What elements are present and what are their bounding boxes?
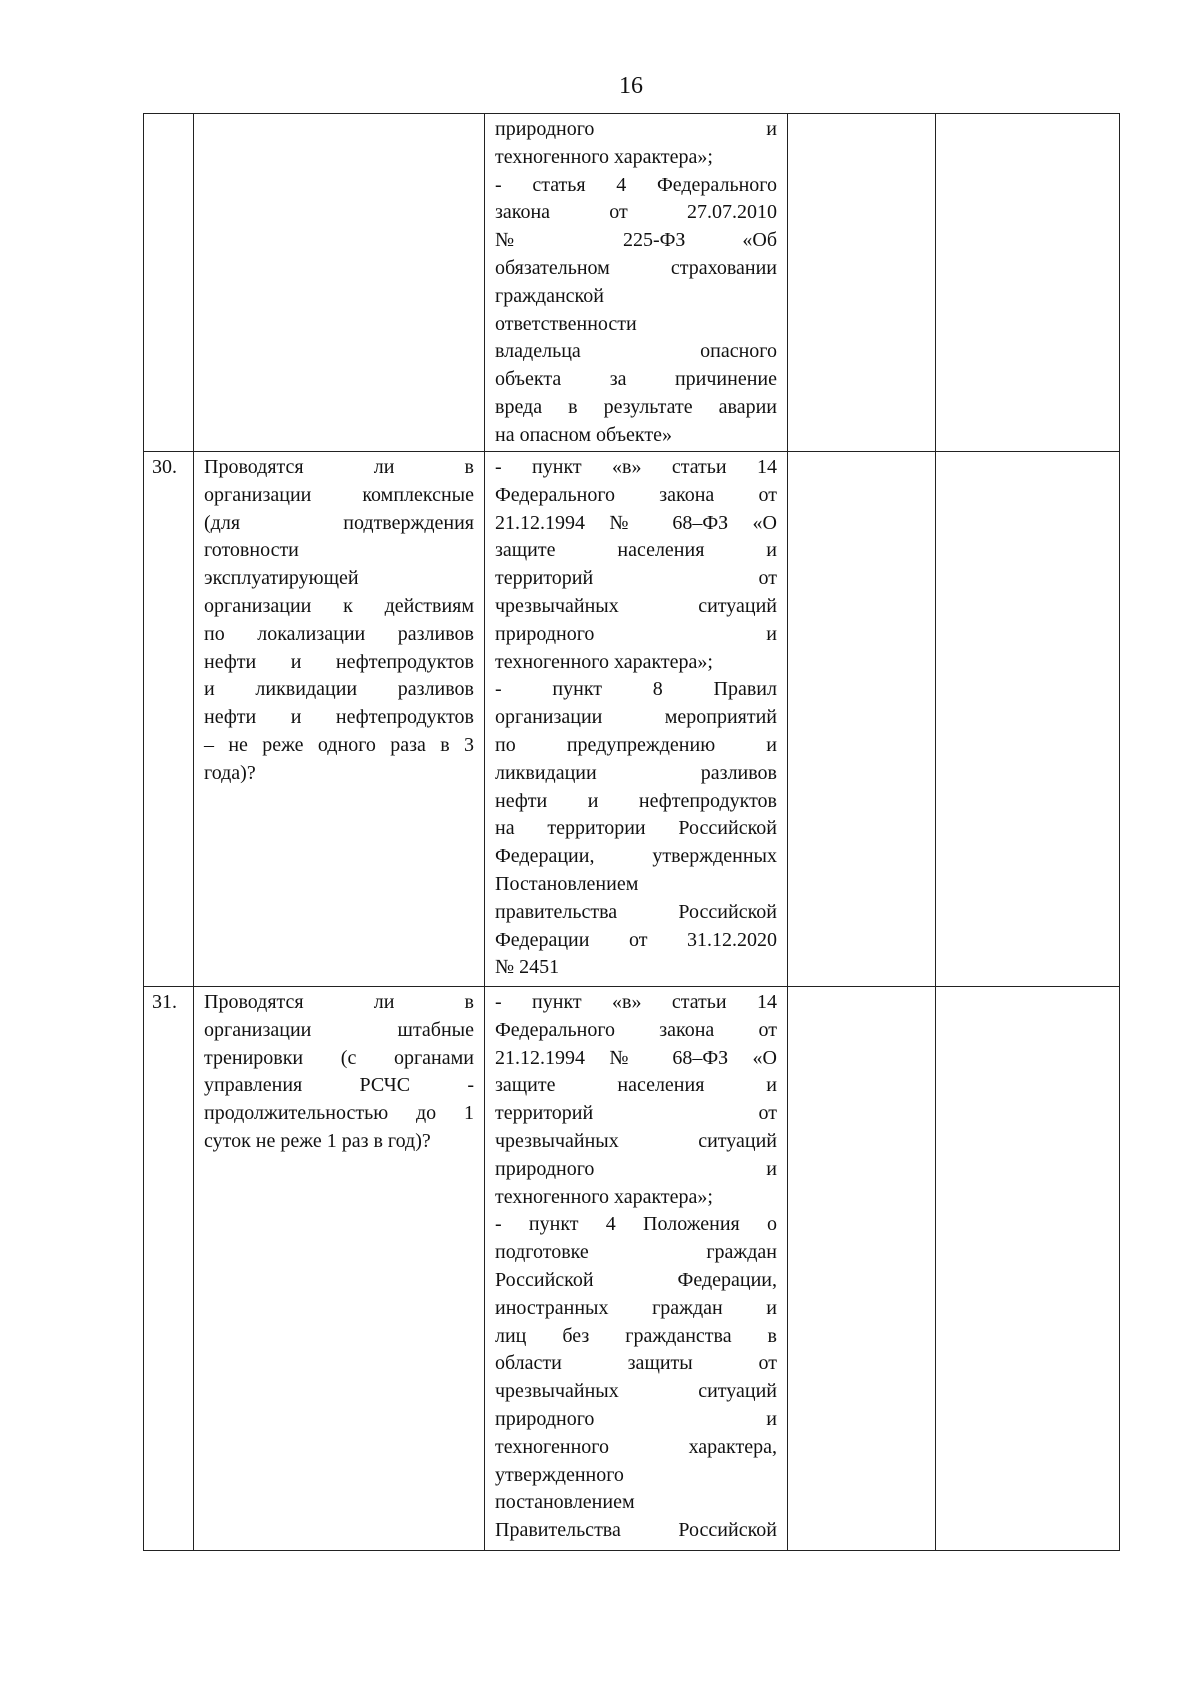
question-line: нефти и нефтепродуктов xyxy=(204,650,474,673)
answer-cell[interactable] xyxy=(788,987,936,1551)
table-row xyxy=(144,114,1120,452)
checklist-table xyxy=(143,113,1120,1551)
question-line: организации комплексные xyxy=(204,483,474,506)
legal-basis-line: по предупреждению и xyxy=(495,733,777,756)
note-cell[interactable] xyxy=(936,114,1120,452)
legal-basis-line: защите населения и xyxy=(495,1074,777,1097)
legal-basis-line: владельца опасного xyxy=(495,340,777,363)
question-line: продолжительностью до 1 xyxy=(204,1102,474,1125)
legal-basis-cell xyxy=(485,987,788,1551)
legal-basis-line: территорий от xyxy=(495,567,777,590)
legal-basis-line: - пункт «в» статьи 14 xyxy=(495,456,777,478)
table-row xyxy=(144,452,1120,987)
question-line: эксплуатирующей xyxy=(204,567,359,590)
question-line: – не реже одного раза в 3 xyxy=(204,733,474,756)
legal-basis-line: - пункт 8 Правил xyxy=(495,678,777,701)
legal-basis-line: области защиты от xyxy=(495,1352,777,1375)
legal-basis-line: утвержденного xyxy=(495,1463,624,1486)
legal-basis-line: объекта за причинение xyxy=(495,368,777,391)
legal-basis-line: правительства Российской xyxy=(495,900,777,923)
legal-basis-line: лиц без гражданства в xyxy=(495,1324,777,1347)
legal-basis-line: вреда в результате аварии xyxy=(495,395,777,418)
question-cell xyxy=(194,452,485,987)
legal-basis-line: Федерального закона от xyxy=(495,1018,777,1041)
legal-basis-line: на опасном объекте» xyxy=(495,423,672,446)
legal-basis-line: Федерации от 31.12.2020 xyxy=(495,928,777,951)
question-cell xyxy=(194,987,485,1551)
answer-cell[interactable] xyxy=(788,114,936,452)
legal-basis-line: техногенного характера»; xyxy=(495,1185,713,1208)
legal-basis-line: чрезвычайных ситуаций xyxy=(495,1380,777,1403)
question-line: (для подтверждения xyxy=(204,511,474,534)
legal-basis-line: обязательном страховании xyxy=(495,256,777,279)
legal-basis-line: № 225-ФЗ «Об xyxy=(495,229,777,252)
question-line: года)? xyxy=(204,761,256,784)
legal-basis-line: Федерального закона от xyxy=(495,483,777,506)
page-number: 16 xyxy=(619,73,643,99)
question-cell xyxy=(194,114,485,452)
legal-basis-line: Российской Федерации, xyxy=(495,1268,777,1291)
legal-basis-line: природного и xyxy=(495,1407,777,1430)
question-line: по локализации разливов xyxy=(204,622,474,645)
legal-basis-line: № 2451 xyxy=(495,956,560,979)
legal-basis-line: техногенного характера, xyxy=(495,1435,777,1458)
table-row xyxy=(144,987,1120,1551)
question-line: Проводятся ли в xyxy=(204,456,474,478)
legal-basis-line: ответственности xyxy=(495,312,637,335)
legal-basis-line: природного и xyxy=(495,118,777,140)
legal-basis-line: - статья 4 Федерального xyxy=(495,173,777,196)
legal-basis-line: подготовке граждан xyxy=(495,1241,777,1264)
item-number: 31. xyxy=(144,987,194,1551)
note-cell[interactable] xyxy=(936,452,1120,987)
legal-basis-cell xyxy=(485,452,788,987)
legal-basis-line: чрезвычайных ситуаций xyxy=(495,594,777,617)
legal-basis-line: защите населения и xyxy=(495,539,777,562)
legal-basis-line: 21.12.1994 № 68–ФЗ «О xyxy=(495,1046,777,1069)
note-cell[interactable] xyxy=(936,987,1120,1551)
question-line: Проводятся ли в xyxy=(204,991,474,1013)
question-line: организации к действиям xyxy=(204,594,474,617)
legal-basis-line: - пункт 4 Положения о xyxy=(495,1213,777,1236)
legal-basis-cell xyxy=(485,114,788,452)
legal-basis-line: природного и xyxy=(495,1157,777,1180)
legal-basis-line: закона от 27.07.2010 xyxy=(495,201,777,224)
legal-basis-line: - пункт «в» статьи 14 xyxy=(495,991,777,1013)
legal-basis-line: гражданской xyxy=(495,284,604,307)
legal-basis-line: ликвидации разливов xyxy=(495,761,777,784)
question-line: управления РСЧС - xyxy=(204,1074,474,1097)
legal-basis-line: природного и xyxy=(495,622,777,645)
legal-basis-line: нефти и нефтепродуктов xyxy=(495,789,777,812)
legal-basis-line: Постановлением xyxy=(495,872,639,895)
legal-basis-line: иностранных граждан и xyxy=(495,1296,777,1319)
answer-cell[interactable] xyxy=(788,452,936,987)
legal-basis-line: Правительства Российской xyxy=(495,1519,777,1542)
legal-basis-line: на территории Российской xyxy=(495,817,777,840)
question-line: тренировки (с органами xyxy=(204,1046,474,1069)
question-line: и ликвидации разливов xyxy=(204,678,474,701)
legal-basis-line: техногенного характера»; xyxy=(495,145,713,168)
legal-basis-line: техногенного характера»; xyxy=(495,650,713,673)
item-number xyxy=(144,114,194,452)
legal-basis-line: постановлением xyxy=(495,1491,635,1514)
legal-basis-line: 21.12.1994 № 68–ФЗ «О xyxy=(495,511,777,534)
item-number: 30. xyxy=(144,452,194,987)
question-line: нефти и нефтепродуктов xyxy=(204,706,474,729)
legal-basis-line: территорий от xyxy=(495,1102,777,1125)
legal-basis-line: Федерации, утвержденных xyxy=(495,845,777,868)
question-line: организации штабные xyxy=(204,1018,474,1041)
question-line: суток не реже 1 раз в год)? xyxy=(204,1129,431,1152)
question-line: готовности xyxy=(204,539,299,562)
legal-basis-line: чрезвычайных ситуаций xyxy=(495,1129,777,1152)
legal-basis-line: организации мероприятий xyxy=(495,706,777,729)
